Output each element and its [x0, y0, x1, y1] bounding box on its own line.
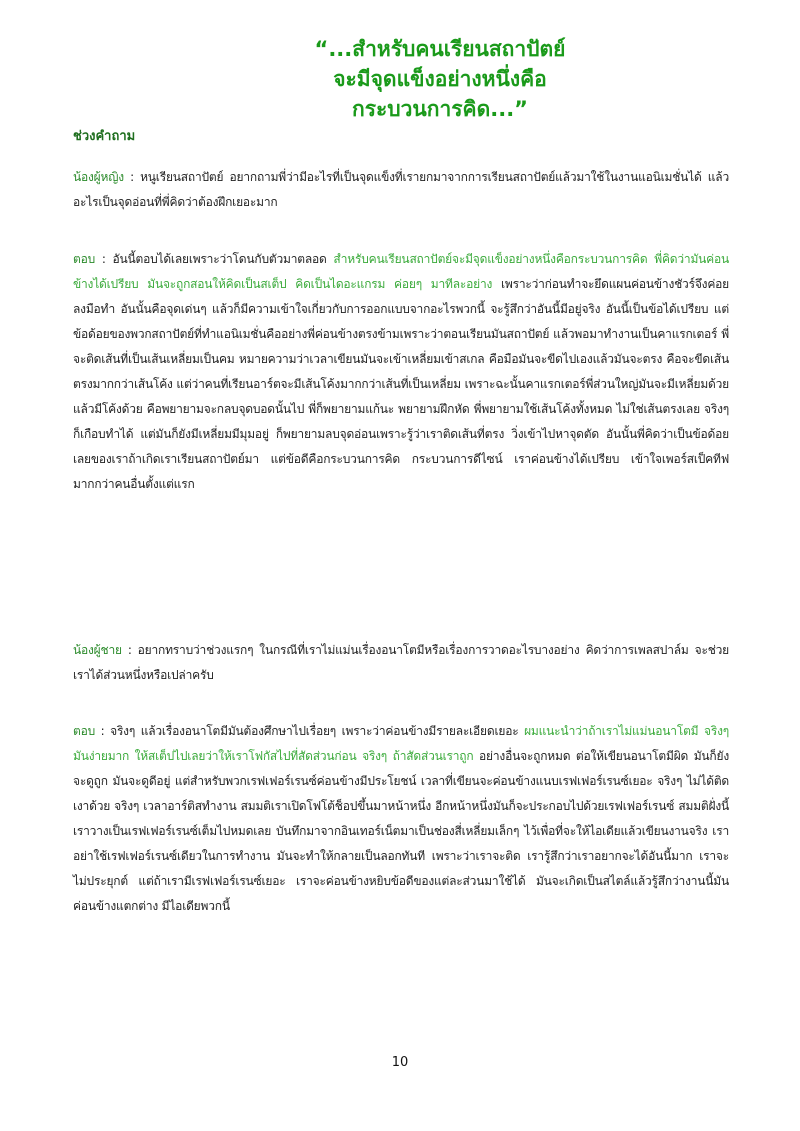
- answer-text: อย่างอื่นจะถูกหมด ต่อให้เขียนอนาโตมีผิด มันก็ยังจะดูถูก มันจะดูดีอยู่ แต่สำหรับพวกเรฟเฟอร์เรนซ์ค่อนข้างมีประโยชน์ เวลาที่เขียนจะค่อนข้างแนบเรฟเฟอร์เรนซ์เยอะ จริงๆ ไม่ได้ติดเงาด้วย จริงๆ เวลาอาร์ติสทำงาน สมมติเราเปิดโฟโต้ช็อปขึ้นมาหน้าหนึ่ง อีกหน้าหนึ่งมันก็จะประกอบไปด้วยเรฟเฟอร์เรนซ์ สมมติฝั่งนี้เราวางเป็นเรฟเฟอร์เรนซ์เต็มไปหมดเลย บันทึกมาจากอินเทอร์เน็ตมาเป็นช่องสี่เหลี่ยมเล็กๆ ไว้เพื่อที่จะให้ไอเดียแล้วเขียนงานจริง เราอย่าใช้เรฟเฟอร์เรนซ์เดียวในการทำงาน มันจะทำให้กลายเป็นลอกทันที เพราะว่าเราจะติด เรารู้สึกว่าเราอยากจะได้อันนี้มาก เราจะไม่ประยุกต์ แต่ถ้าเรามีเรฟเฟอร์เรนซ์เยอะ เราจะค่อนข้างหยิบข้อดีของแต่ละส่วนมาใช้ได้ มันจะเกิดเป็นสไตล์แล้วรู้สึกว่างานนี้มันค่อนข้างแตกต่าง มีไอเดียพวกนี้: [73, 749, 729, 913]
- answer-text: อันนี้ตอบได้เลยเพราะว่าโดนกับตัวมาตลอด: [112, 252, 334, 266]
- answer-highlight: สำหรับคนเรียนสถาปัตย์จะมีจุดแข็งอย่างหนึ่งคือกระบวนการคิด พี่คิดว่ามันค่อนข้างได้เปรียบ มันจะถูกสอนให้คิดเป็นสเต็ป คิดเป็นไดอะแกรม ค่อยๆ มาทีละอย่าง: [73, 252, 729, 291]
- answer-paragraph: [73, 719, 729, 919]
- pull-quote-line: กระบวนการคิด...”: [352, 97, 528, 121]
- section-heading: ช่วงคำถาม: [73, 129, 136, 144]
- answer-highlight: ผมแนะนำว่าถ้าเราไม่แม่นอนาโตมี จริงๆ มันง่ายมาก ให้สเต็ปไปเลยว่าให้เราโฟกัสไปที่สัดส่วนก่อน จริงๆ ถ้าสัดส่วนเราถูก: [73, 724, 729, 763]
- separator: :: [95, 724, 111, 738]
- question-paragraph: [73, 165, 729, 215]
- question-paragraph: [73, 638, 729, 688]
- page-number: 10: [391, 1055, 409, 1070]
- separator: :: [123, 170, 141, 184]
- pull-quote-line: “...สำหรับคนเรียนสถาปัตย์: [314, 37, 566, 61]
- speaker-label: น้องผู้หญิง: [73, 170, 124, 184]
- separator: :: [95, 252, 113, 266]
- pull-quote-line: จะมีจุดแข็งอย่างหนึ่งคือ: [333, 67, 547, 91]
- answer-text: จริงๆ แล้วเรื่องอนาโตมีมันต้องศึกษาไปเรื่อยๆ เพราะว่าค่อนข้างมีรายละเอียดเยอะ: [110, 724, 525, 738]
- answer-text: เพราะว่าก่อนทำจะยึดแผนค่อนข้างชัวร์จึงค่อยลงมือทำ อันนั้นคือจุดเด่นๆ แล้วก็มีความเข้าใจเกี่ยวกับการออกแบบจากอะไรพวกนี้ จะรู้สึกว่าอันนี้มีอยู่จริง อันนี้เป็นข้อได้เปรียบ แต่ข้อด้อยของพวกสถาปัตย์ที่ทำแอนิเมชั่นคืออย่างพี่ค่อนข้างตรงข้ามเพราะว่าตอนเรียนมันสถาปัตย์ แล้วพอมาทำงานเป็นคาแรกเตอร์ พี่จะติดเส้นที่เป็นเส้นเหลี่ยมเป็นคม หมายความว่าเวลาเขียนมันจะเข้าเหลี่ยมเข้าสเกล คือมือมันจะขีดไปเองแล้วมันจะตรง คือจะขีดเส้นตรงมากกว่าเส้นโค้ง แต่ว่าคนที่เรียนอาร์ตจะมีเส้นโค้งมากกว่าเส้นที่เป็นเหลี่ยม เพราะฉะนั้นคาแรกเตอร์พี่ส่วนใหญ่มันจะมีเหลี่ยมด้วยแล้วมีโค้งด้วย คือพยายามจะกลบจุดบอดนั้นไป พี่ก็พยายามแก้นะ พยายามฝึกหัด พี่พยายามใช้เส้นโค้งทั้งหมด ไม่ใช่เส้นตรงเลย จริงๆ ก็เกือบทำได้ แต่มันก็ยังมีเหลี่ยมมีมุมอยู่ ก็พยายามลบจุดอ่อนเพราะรู้ว่าเราติดเส้นที่ตรง วิ่งเข้าไปหาจุดตัด อันนั้นพี่คิดว่าเป็นข้อด้อยเลยของเราถ้าเกิดเราเรียนสถาปัตย์มา แต่ข้อดีคือกระบวนการคิด กระบวนการดีไซน์ เราค่อนข้างได้เปรียบ เข้าใจเพอร์สเป็คทีฟมากกว่าคนอื่นตั้งแต่แรก: [73, 277, 729, 491]
- answer-paragraph: [73, 247, 729, 497]
- separator: :: [121, 643, 138, 657]
- question-text: อยากทราบว่าช่วงแรกๆ ในกรณีที่เราไม่แม่นเรื่องอนาโตมีหรือเรื่องการวาดอะไรบางอย่าง คิดว่าการเพลสปาล์ม จะช่วยเราได้ส่วนหนึ่งหรือเปล่าครับ: [73, 643, 730, 682]
- question-text: หนูเรียนสถาปัตย์ อยากถามพี่ว่ามีอะไรที่เป็นจุดแข็งที่เรายกมาจากการเรียนสถาปัตย์แล้วมาใช้ในงานแอนิเมชั่นได้ แล้วอะไรเป็นจุดอ่อนที่พี่คิดว่าต้องฝึกเยอะมาก: [73, 170, 730, 209]
- speaker-label: น้องผู้ชาย: [73, 643, 122, 657]
- speaker-label: ตอบ: [73, 252, 96, 266]
- speaker-label: ตอบ: [73, 724, 96, 738]
- pull-quote: [240, 34, 640, 124]
